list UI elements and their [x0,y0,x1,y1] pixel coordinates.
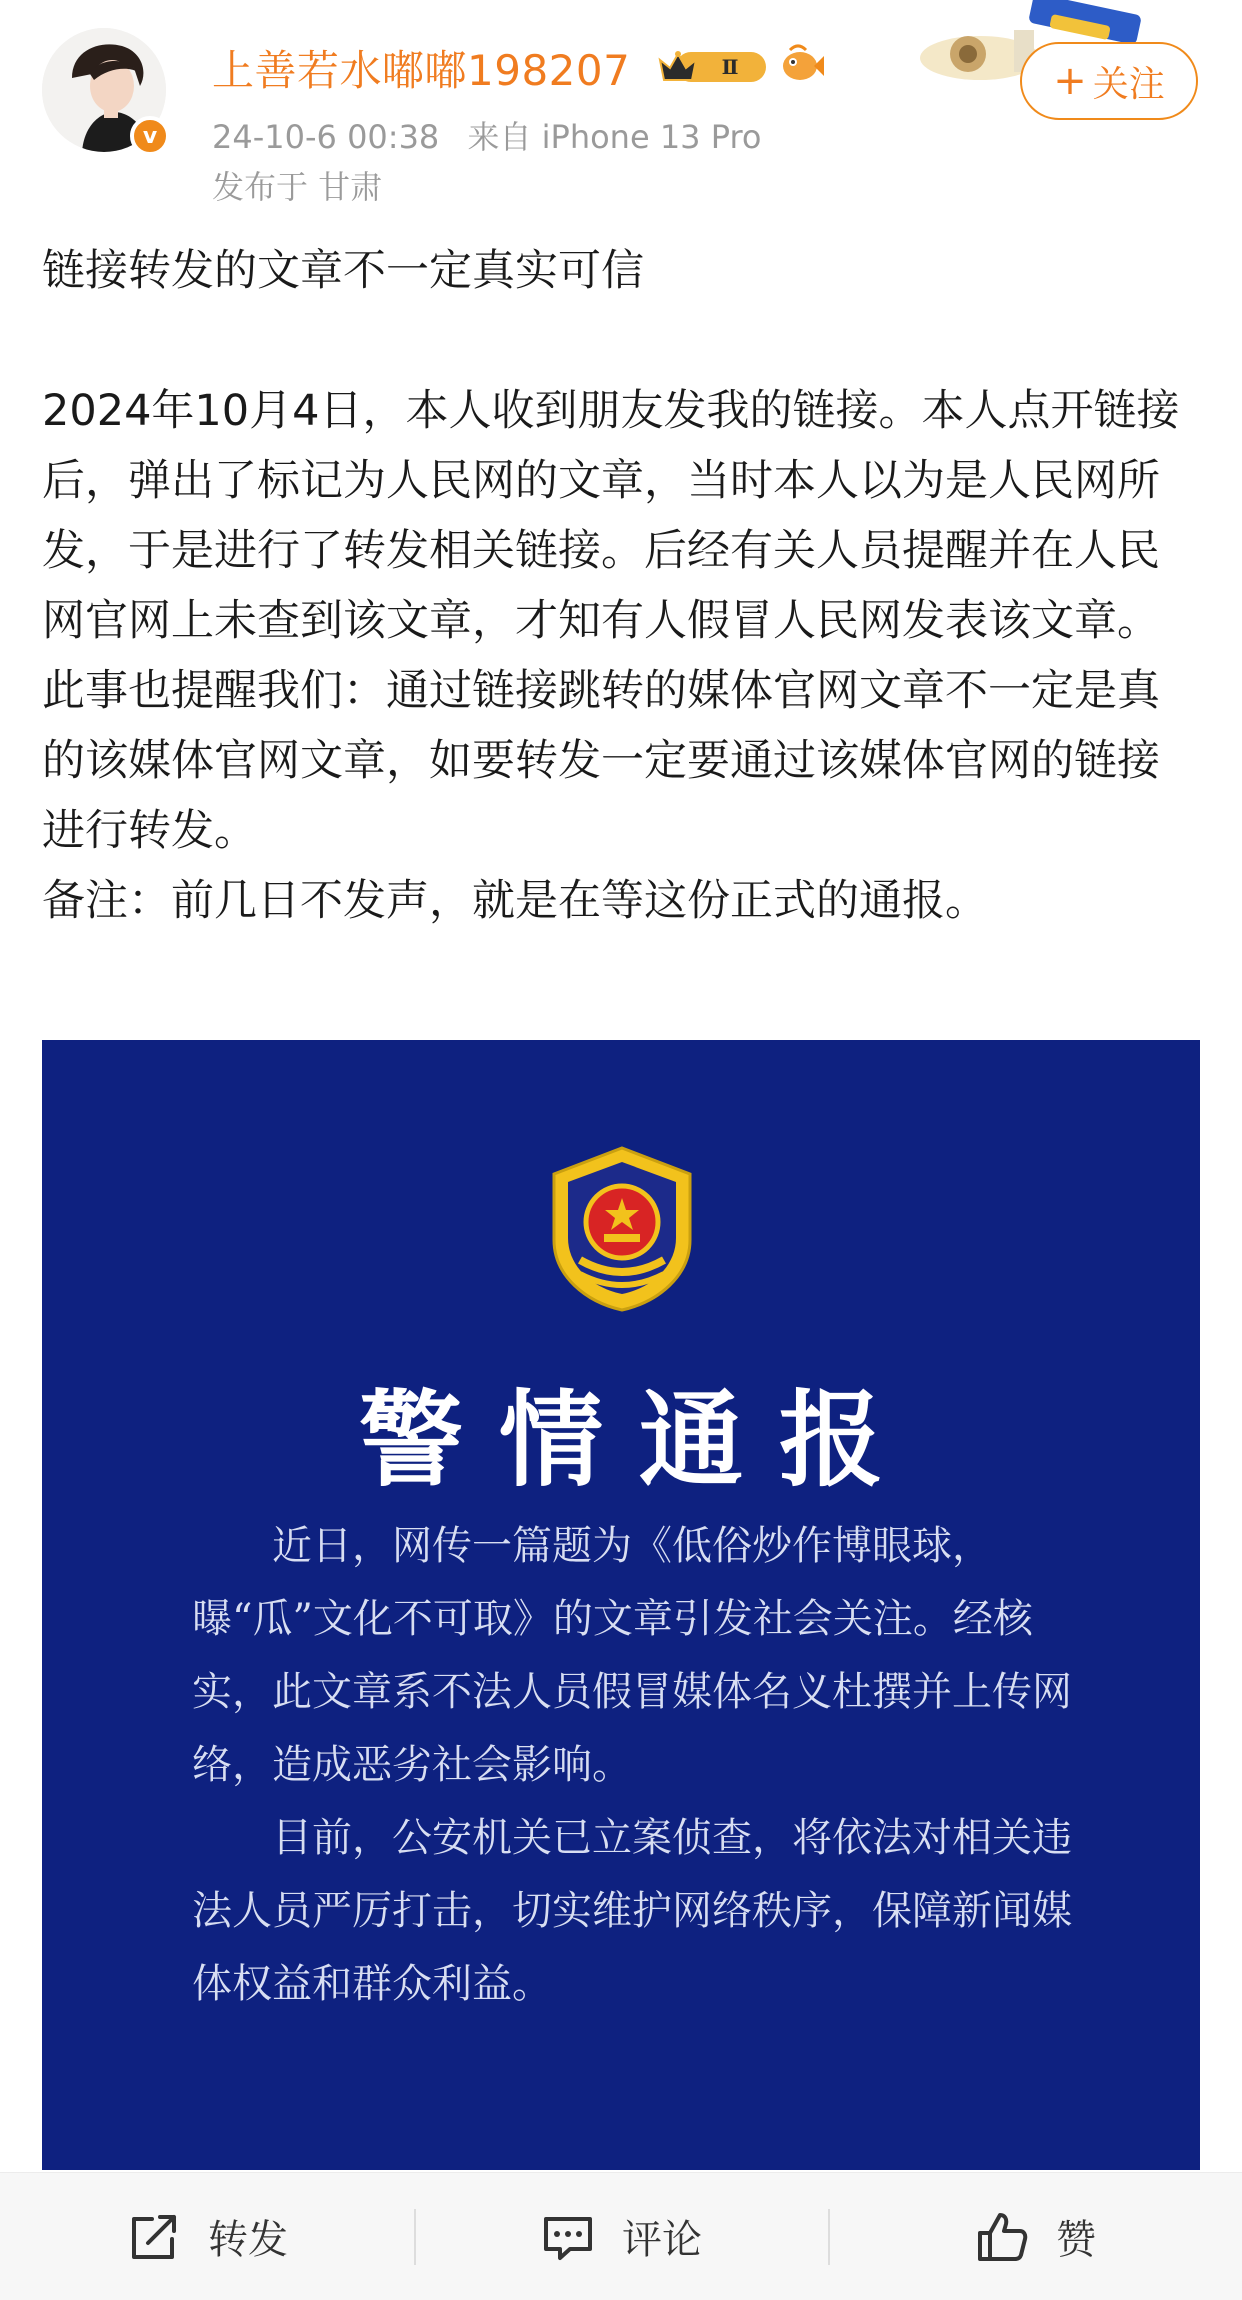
police-emblem-icon [540,1144,704,1314]
comment-icon [540,2209,596,2265]
post-paragraph: 此事也提醒我们：通过链接跳转的媒体官网文章不一定是真的该媒体官网文章，如要转发一定要通过该媒体官网的链接进行转发。 [42,666,1160,856]
post-paragraph: 2024年10月4日，本人收到朋友发我的链接。本人点开链接后，弹出了标记为人民网的文章，当时本人以为是人民网所发，于是进行了转发相关链接。后经有关人员提醒并在人民网官网上未查到该文章，才知有人假冒人民网发表该文章。 [42,386,1180,646]
follow-button[interactable] [1020,42,1198,120]
like-label: 赞 [1056,2217,1096,2263]
repost-label: 转发 [208,2217,288,2263]
notice-paragraph: 目前，公安机关已立案侦查，将依法对相关违法人员严厉打击，切实维护网络秩序，保障新闻媒体权益和群众利益。 [192,1815,1072,2007]
notice-title: 警情通报 [358,1378,919,1501]
username[interactable]: 上善若水嘟嘟198207 [212,46,631,95]
notice-paragraph: 近日，网传一篇题为《低俗炒作博眼球，曝“瓜”文化不可取》的文章引发社会关注。经核实，此文章系不法人员假冒媒体名义杜撰并上传网络，造成恶劣社会影响。 [192,1523,1072,1788]
notice-body [192,1510,1092,2021]
repost-icon [126,2209,182,2265]
post-title-line: 链接转发的文章不一定真实可信 [42,246,644,296]
action-bar [0,2172,1242,2300]
post-source: 来自 iPhone 13 Pro [467,118,762,156]
plus-icon: + [1053,58,1087,104]
comment-label: 评论 [622,2217,702,2263]
svg-text:Ⅱ: Ⅱ [721,55,739,79]
post-meta [212,112,761,158]
crown-level-badge-icon[interactable] [658,44,770,86]
post-image-police-notice[interactable] [42,1040,1200,2170]
like-button[interactable] [828,2173,1242,2300]
thumbs-up-icon [974,2209,1030,2265]
comment-button[interactable] [414,2173,828,2300]
post-text [42,236,1202,936]
verified-badge-icon: v [130,116,170,156]
post-location: 发布于 甘肃 [212,168,383,206]
fish-icon [778,40,826,88]
post-paragraph: 备注：前几日不发声，就是在等这份正式的通报。 [42,876,988,926]
repost-button[interactable] [0,2173,414,2300]
follow-label: 关注 [1092,63,1165,105]
post-time: 24-10-6 00:38 [212,118,440,156]
